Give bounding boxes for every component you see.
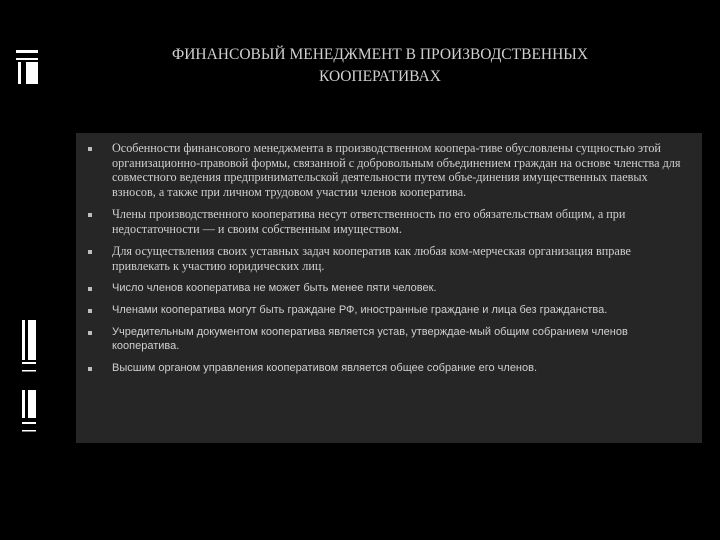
bullet-list — [76, 141, 686, 383]
bullet-icon — [88, 287, 92, 291]
bullet-text: Особенности финансового менеджмента в производственном коопера-тиве обусловлены сущностью этой организационно-правовой формы, связанной с добровольным объединением граждан на основе членства для совместного ведения предпринимательской деятельности путем объе-динения имущественных паевых взносов, а также при личном трудовом участии членов кооператива. — [112, 141, 681, 199]
slide-title — [100, 44, 660, 88]
bullet-icon — [88, 367, 92, 371]
bullet-icon — [88, 213, 92, 217]
list-item — [76, 361, 686, 375]
bullet-icon — [88, 250, 92, 254]
list-item — [76, 325, 686, 353]
bullet-text: Для осуществления своих уставных задач кооператив как любая ком-мерческая организация вправе привлекать к участию юридических лиц. — [112, 244, 631, 273]
decorative-bars — [14, 50, 40, 440]
bullet-text: Высшим органом управления кооперативом является общее собрание его членов. — [112, 362, 538, 374]
bullet-text: Члены производственного кооператива несут ответственность по его обязательствам общим, а при недостаточности — и своим собственным имуществом. — [112, 207, 626, 236]
list-item — [76, 281, 686, 295]
bullet-text: Число членов кооператива не может быть менее пяти человек. — [112, 282, 437, 294]
bullet-icon — [88, 147, 92, 151]
bullet-text: Учредительным документом кооператива является устав, утверждае-мый общим собранием членов кооператива. — [112, 326, 628, 352]
bullet-text: Членами кооператива могут быть граждане РФ, иностранные граждане и лица без гражданства. — [112, 304, 608, 316]
bullet-icon — [88, 309, 92, 313]
title-line-2: КООПЕРАТИВАХ — [319, 68, 441, 85]
list-item — [76, 207, 686, 236]
bullet-icon — [88, 331, 92, 335]
list-item — [76, 141, 686, 199]
list-item — [76, 303, 686, 317]
title-line-1: ФИНАНСОВЫЙ МЕНЕДЖМЕНТ В ПРОИЗВОДСТВЕННЫХ — [171, 46, 589, 63]
list-item — [76, 244, 686, 273]
